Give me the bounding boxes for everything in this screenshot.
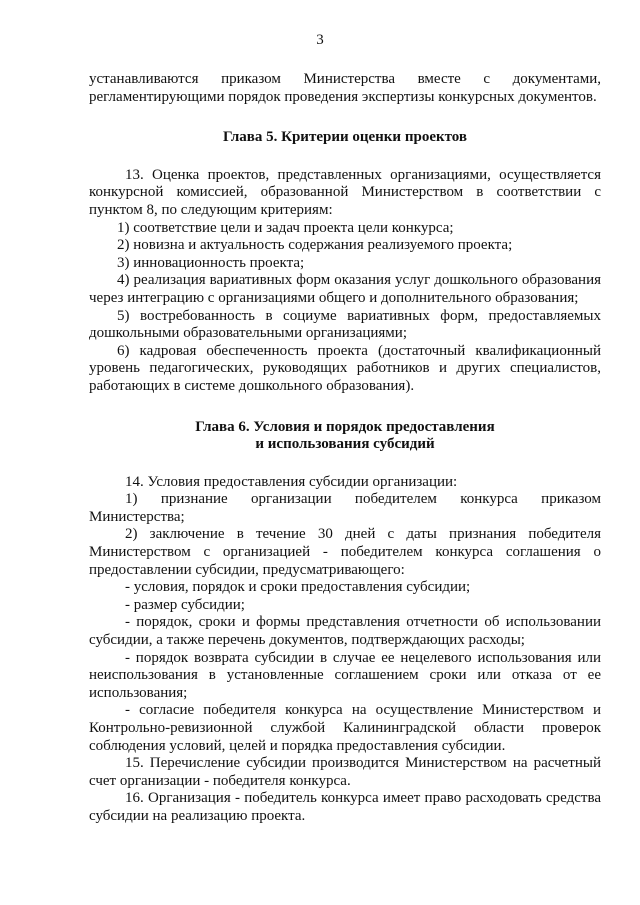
criterion-2: 2) новизна и актуальность содержания реализуемого проекта; [117,237,513,254]
condition-2: 2) заключение в течение 30 дней с даты признания победителя Министерством с организацией - победителем конкурса соглашения о предоставлении субсидии, предусматривающего: [89,526,601,578]
clause-15: 15. Перечисление субсидии производится Министерством на расчетный счет организации - победителя конкурса. [89,755,601,789]
agreement-term-1: - условия, порядок и сроки предоставления субсидии; [125,579,471,596]
chapter-5-heading: Глава 5. Критерии оценки проектов [222,129,468,146]
criterion-5: 5) востребованность в социуме вариативных форм, предоставляемых дошкольными образовательными организациями; [89,307,601,342]
intro-paragraph: устанавливаются приказом Министерства вместе с документами, регламентирующими порядок проведения экспертизы конкурсных документов. [89,71,601,105]
clause-14: 14. Условия предоставления субсидии организации: [125,473,458,490]
agreement-term-5: - согласие победителя конкурса на осуществление Министерством и Контрольно-ревизионной службой Калининградской области проверок соблюдения условий, целей и порядка предоставления субсидии. [89,702,601,754]
criterion-1: 1) соответствие цели и задач проекта цели конкурса; [117,219,454,236]
clause-13: 13. Оценка проектов, представленных организациями, осуществляется конкурсной комиссией, образованной Министерством в соответствии с пунктом 8, по следующим критериям: [89,166,601,218]
agreement-term-2: - размер субсидии; [125,596,245,613]
chapter-6-heading-line-2: и использования субсидий [255,436,435,453]
agreement-term-4: - порядок возврата субсидии в случае ее нецелевого использования или неиспользования в установленные соглашением сроки или отказа от ее использования; [89,649,601,701]
criterion-3: 3) инновационность проекта; [117,254,305,271]
page-number: 3 [316,32,324,48]
clause-16: 16. Организация - победитель конкурса имеет право расходовать средства субсидии на реализацию проекта. [89,790,601,824]
agreement-term-3: - порядок, сроки и формы представления отчетности об использовании субсидии, а также перечень документов, подтверждающих расходы; [89,614,601,649]
document-body [89,71,601,826]
criterion-6: 6) кадровая обеспеченность проекта (достаточный квалификационный уровень педагогических, руководящих работников и других специалистов, работающих в системе дошкольного образования). [89,342,601,394]
chapter-6-heading-line-1: Глава 6. Условия и порядок предоставления [195,418,495,435]
criterion-4: 4) реализация вариативных форм оказания услуг дошкольного образования через интеграцию с организациями общего и дополнительного образования; [89,272,601,306]
condition-1: 1) признание организации победителем конкурса приказом Министерства; [89,491,601,525]
